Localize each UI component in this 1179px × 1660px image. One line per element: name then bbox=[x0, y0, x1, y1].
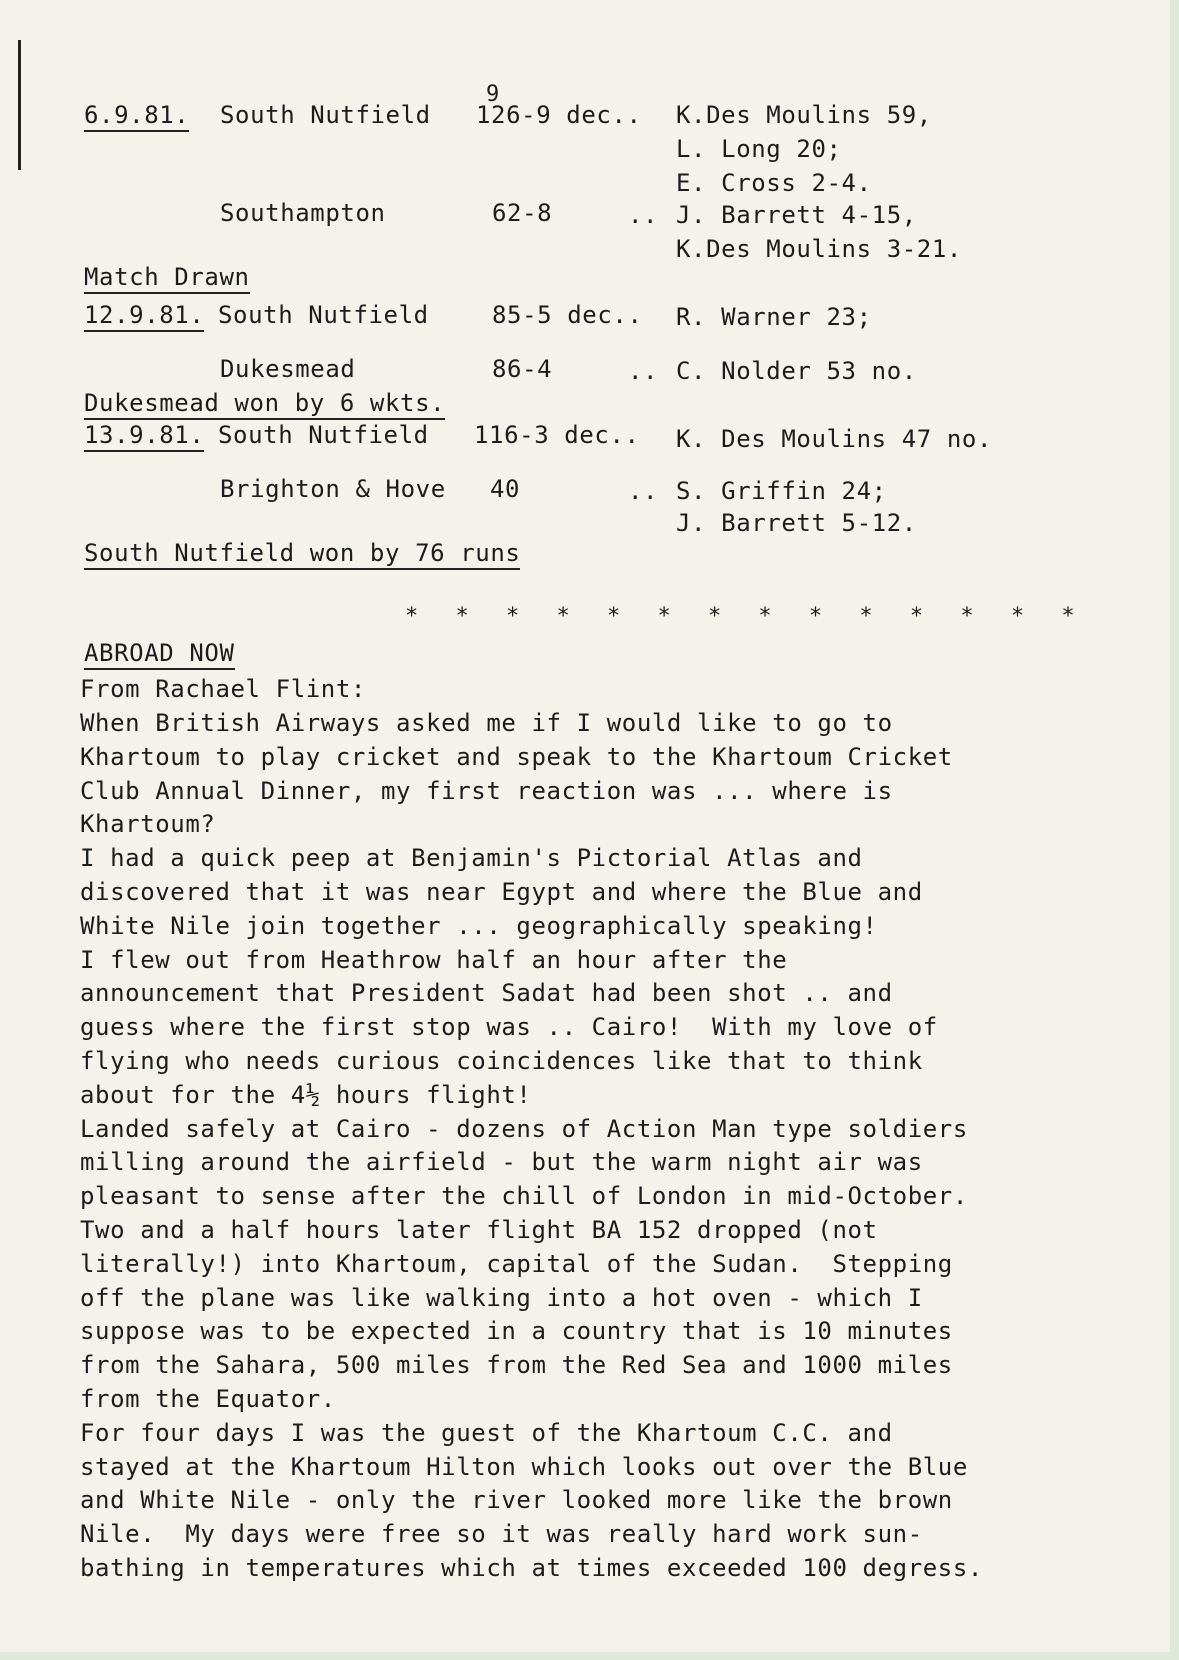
match1-home-perf-3: E. Cross 2-4. bbox=[676, 169, 872, 197]
article-line: about for the 4½ hours flight! bbox=[80, 1080, 532, 1109]
match2-result: Dukesmead won by 6 wkts. bbox=[84, 388, 445, 420]
match1-home-perf-1: K.Des Moulins 59, bbox=[676, 101, 932, 129]
match2-away-team: Dukesmead bbox=[220, 355, 356, 383]
article-line: I flew out from Heathrow half an hour after the bbox=[80, 945, 788, 974]
article-line: off the plane was like walking into a hot oven - which I bbox=[80, 1283, 923, 1312]
article-line: guess where the first stop was .. Cairo! With my love of bbox=[80, 1013, 938, 1042]
star-separator: * * * * * * * * * * * * * * bbox=[405, 604, 1087, 629]
article-heading: ABROAD NOW bbox=[84, 638, 235, 670]
match3-away-perf-2: J. Barrett 5-12. bbox=[676, 509, 917, 537]
article-line: discovered that it was near Egypt and where the Blue and bbox=[80, 878, 923, 906]
article-line: Club Annual Dinner, my first reaction was ... where is bbox=[80, 776, 893, 805]
match2-away-score: 86-4 bbox=[492, 355, 553, 383]
match3-home-team: South Nutfield bbox=[218, 421, 429, 449]
article-line: and White Nile - only the river looked more like the brown bbox=[80, 1486, 953, 1515]
article-line: I had a quick peep at Benjamin's Pictorial Atlas and bbox=[80, 844, 863, 873]
article-line: Khartoum? bbox=[80, 810, 216, 839]
article-line: from the Equator. bbox=[80, 1385, 336, 1413]
match2-home-team: South Nutfield bbox=[218, 301, 429, 329]
match1-home-score: 126-9 dec.. bbox=[476, 101, 642, 129]
match3-away-score: 40 bbox=[490, 475, 521, 503]
match3-result: South Nutfield won by 76 runs bbox=[84, 538, 520, 570]
match3-dots: .. bbox=[628, 477, 659, 505]
binding-mark bbox=[18, 40, 21, 170]
article-line: flying who needs curious coincidences like that to think bbox=[80, 1047, 923, 1075]
article-byline: From Rachael Flint: bbox=[80, 675, 366, 703]
article-line: pleasant to sense after the chill of London in mid-October. bbox=[80, 1182, 968, 1211]
match3-home-perf: K. Des Moulins 47 no. bbox=[676, 425, 993, 453]
article-line: For four days I was the guest of the Khartoum C.C. and bbox=[80, 1418, 893, 1447]
match2-away-perf: C. Nolder 53 no. bbox=[676, 357, 917, 385]
match1-away-team: Southampton bbox=[220, 199, 386, 227]
article-line: Landed safely at Cairo - dozens of Action Man type soldiers bbox=[80, 1114, 968, 1143]
match1-result: Match Drawn bbox=[84, 262, 250, 294]
match1-away-score: 62-8 bbox=[492, 199, 553, 227]
match2-date: 12.9.81. bbox=[84, 300, 204, 332]
article-line: from the Sahara, 500 miles from the Red Sea and 1000 miles bbox=[80, 1351, 953, 1380]
match2-dots: .. bbox=[628, 357, 659, 385]
match1-home-team: South Nutfield bbox=[220, 101, 431, 129]
article-line: milling around the airfield - but the warm night air was bbox=[80, 1148, 923, 1177]
article-line: literally!) into Khartoum, capital of the Sudan. Stepping bbox=[80, 1249, 953, 1278]
match3-date: 13.9.81. bbox=[84, 420, 204, 452]
article-line: When British Airways asked me if I would like to go to bbox=[80, 709, 893, 737]
match3-away-team: Brighton & Hove bbox=[220, 475, 446, 503]
match2-home-perf: R. Warner 23; bbox=[676, 303, 872, 331]
match3-away-perf-1: S. Griffin 24; bbox=[676, 477, 887, 505]
match1-home-perf-2: L. Long 20; bbox=[676, 135, 842, 163]
match1-away-perf-2: K.Des Moulins 3-21. bbox=[676, 235, 962, 263]
match1-dots: .. bbox=[628, 201, 659, 229]
article-line: announcement that President Sadat had been shot .. and bbox=[80, 979, 893, 1008]
article-line: White Nile join together ... geographically speaking! bbox=[80, 911, 878, 940]
match1-away-perf-1: J. Barrett 4-15, bbox=[676, 201, 917, 229]
article-line: suppose was to be expected in a country that is 10 minutes bbox=[80, 1317, 953, 1346]
article-line: Khartoum to play cricket and speak to the Khartoum Cricket bbox=[80, 742, 953, 771]
score-correction: 9 bbox=[486, 82, 500, 107]
article-line: Nile. My days were free so it was really hard work sun- bbox=[80, 1520, 923, 1549]
article-line: stayed at the Khartoum Hilton which looks out over the Blue bbox=[80, 1452, 968, 1481]
article-line: bathing in temperatures which at times exceeded 100 degress. bbox=[80, 1554, 983, 1582]
match3-home-score: 116-3 dec.. bbox=[474, 421, 640, 449]
article-line: Two and a half hours later flight BA 152 dropped (not bbox=[80, 1216, 878, 1244]
match1-date: 6.9.81. bbox=[84, 100, 189, 132]
match2-home-score: 85-5 dec.. bbox=[492, 301, 643, 329]
